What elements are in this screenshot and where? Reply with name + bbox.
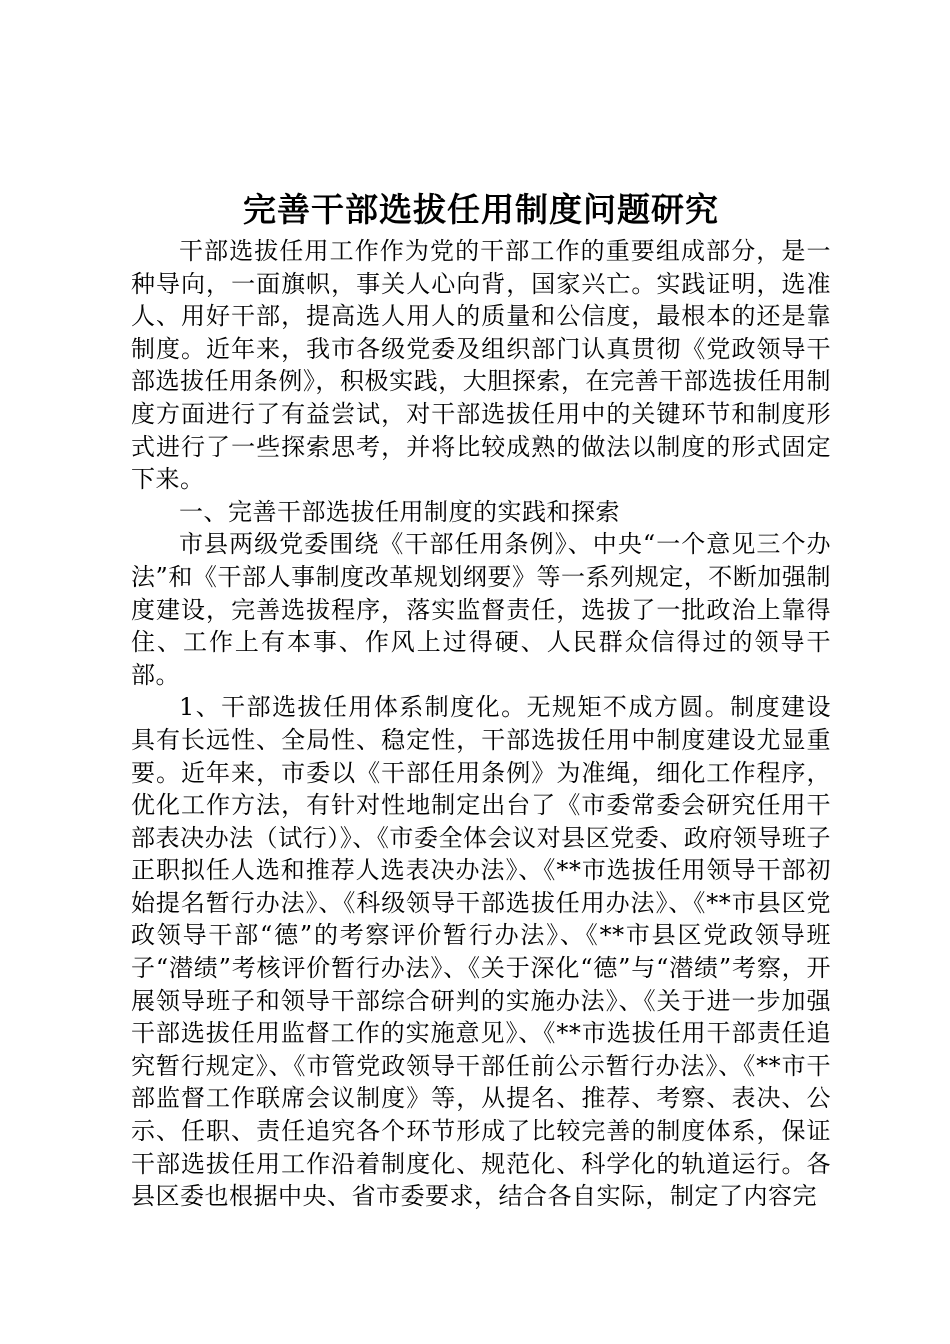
document-title: 完善干部选拔任用制度问题研究 xyxy=(243,190,719,229)
intro-paragraph: 干部选拔任用工作作为党的干部工作的重要组成部分，是一种导向，一面旗帜，事关人心向背，国家兴亡。实践证明，选准人、用好干部，提高选人用人的质量和公信度，最根本的还是靠制度。近年来，我市各级党委及组织部门认真贯彻《党政领导干部选拔任用条例》，积极实践，大胆探索，在完善干部选拔任用制度方面进行了有益尝试，对干部选拔任用中的关键环节和制度形式进行了一些探索思考，并将比较成熟的做法以制度的形式固定下来。 xyxy=(131,237,831,494)
body-paragraph: 市县两级党委围绕《干部任用条例》、中央“一个意见三个办法”和《干部人事制度改革规划纲要》等一系列规定，不断加强制度建设，完善选拔程序，落实监督责任，选拔了一批政治上靠得住、工作上有本事、作风上过得硬、人民群众信得过的领导干部。 xyxy=(131,530,831,689)
body-paragraph: 1、干部选拔任用体系制度化。无规矩不成方圆。制度建设具有长远性、全局性、稳定性，干部选拔任用中制度建设尤显重要。近年来，市委以《干部任用条例》为准绳，细化工作程序，优化工作方法，有针对性地制定出台了《市委常委会研究任用干部表决办法（试行）》、《市委全体会议对县区党委、政府领导班子正职拟任人选和推荐人选表决办法》、《**市选拔任用领导干部初始提名暂行办法》、《科级领导干部选拔任用办法》、《**市县区党政领导干部“德”的考察评价暂行办法》、《**市县区党政领导班子“潜绩”考核评价暂行办法》、《关于深化“德”与“潜绩”考察，开展领导班子和领导干部综合研判的实施办法》、《关于进一步加强干部选拔任用监督工作的实施意见》、《**市选拔任用干部责任追究暂行规定》、《市管党政领导干部任前公示暂行办法》、《**市干部监督工作联席会议制度》等，从提名、推荐、考察、表决、公示、任职、责任追究各个环节形成了比较完善的制度体系，保证干部选拔任用工作沿着制度化、规范化、科学化的轨道运行。各县区委也根据中央、省市委要求，结合各自实际，制定了内容完 xyxy=(131,693,831,1211)
document-body xyxy=(131,190,831,1213)
section-heading: 一、完善干部选拔任用制度的实践和探索 xyxy=(179,497,620,526)
